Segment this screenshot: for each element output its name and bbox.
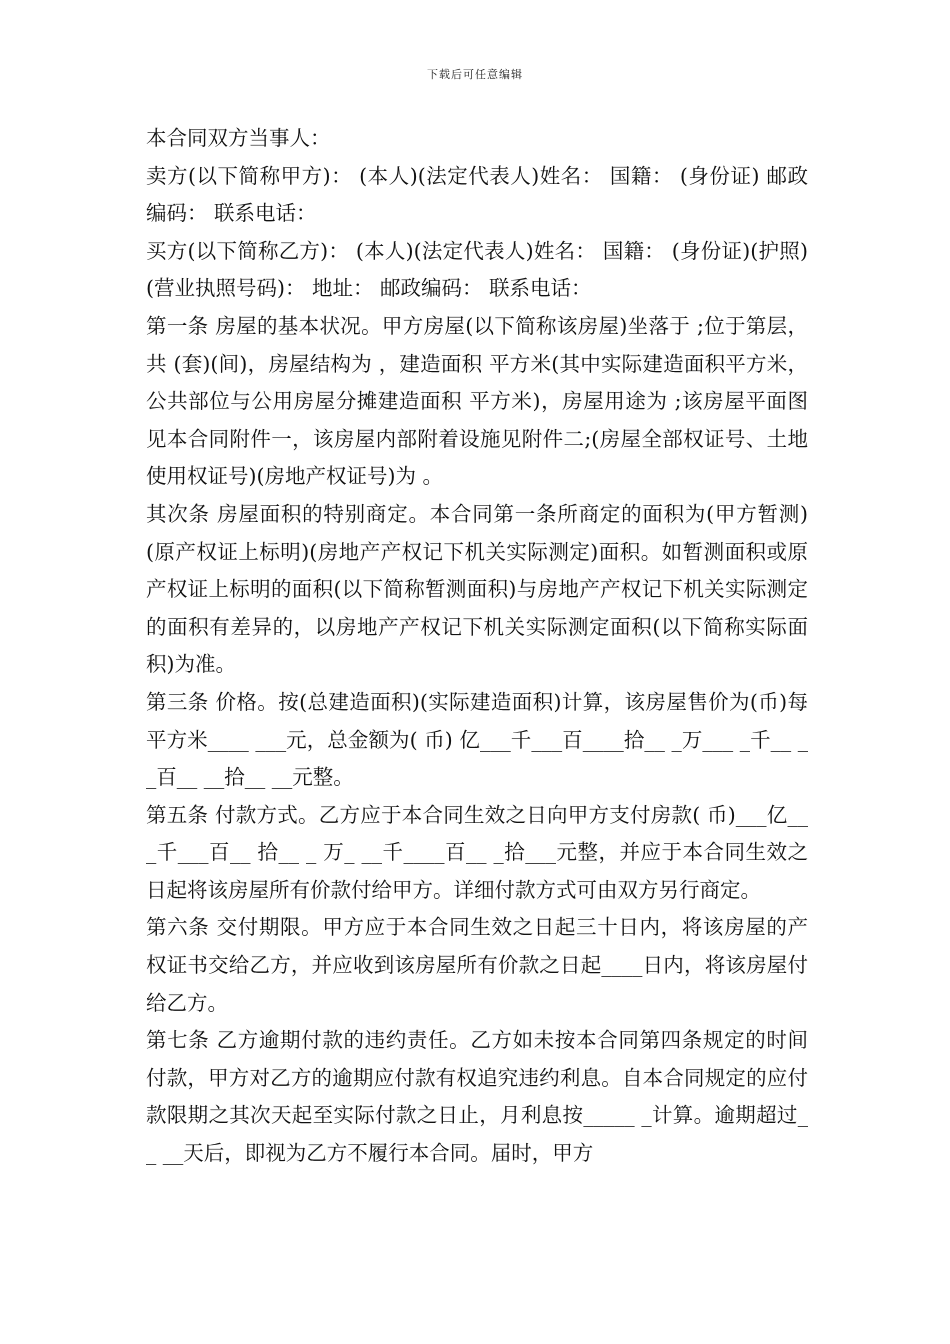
paragraph-article-3: 第三条 价格。按(总建造面积)(实际建造面积)计算，该房屋售价为(币)每平方米____ ___元，总金额为( 币) 亿___千___百____拾__ _万___ _千__ __百__ __拾__ __元整。 [146, 689, 808, 790]
paragraph-parties: 本合同双方当事人： [146, 126, 331, 150]
header-note: 下载后可任意编辑 [427, 68, 523, 81]
paragraph-article-5: 第五条 付款方式。乙方应于本合同生效之日向甲方支付房款( 币)___亿___千___百__ 拾__ _ 万_ __千____百__ _拾___元整，并应于本合同生效之日起将该房屋所有价款付给甲方。详细付款方式可由双方另行商定。 [146, 802, 808, 902]
paragraph-seller: 卖方(以下简称甲方)： (本人)(法定代表人)姓名： 国籍： (身份证) 邮政编码： 联系电话： [146, 163, 808, 226]
paragraph-article-1: 第一条 房屋的基本状况。甲方房屋(以下简称该房屋)坐落于 ;位于第层，共 (套)(间)，房屋结构为 ，建造面积 平方米(其中实际建造面积平方米，公共部位与公用房屋分摊建造面积 平方米)，房屋用途为 ;该房屋平面图见本合同附件一，该房屋内部附着设施见附件二;(房屋全部权证号、土地使用权证号)(房地产权证号)为 。 [146, 313, 808, 489]
paragraph-article-6: 第六条 交付期限。甲方应于本合同生效之日起三十日内，将该房屋的产权证书交给乙方，并应收到该房屋所有价款之日起____日内，将该房屋付给乙方。 [146, 915, 808, 1015]
paragraph-article-7: 第七条 乙方逾期付款的违约责任。乙方如未按本合同第四条规定的时间付款，甲方对乙方的逾期应付款有权追究违约利息。自本合同规定的应付款限期之其次天起至实际付款之日止，月利息按_____ _计算。逾期超过__ __天后，即视为乙方不履行本合同。届时，甲方 [146, 1028, 808, 1166]
paragraph-buyer: 买方(以下简称乙方)： (本人)(法定代表人)姓名： 国籍： (身份证)(护照)(营业执照号码)： 地址： 邮政编码： 联系电话： [146, 238, 808, 301]
contract-body [146, 120, 808, 1173]
paragraph-article-2: 其次条 房屋面积的特别商定。本合同第一条所商定的面积为(甲方暂测)(原产权证上标明)(房地产产权记下机关实际测定)面积。如暂测面积或原产权证上标明的面积(以下简称暂测面积)与房地产产权记下机关实际测定的面积有差异的，以房地产产权记下机关实际测定面积(以下简称实际面积)为准。 [146, 501, 808, 677]
